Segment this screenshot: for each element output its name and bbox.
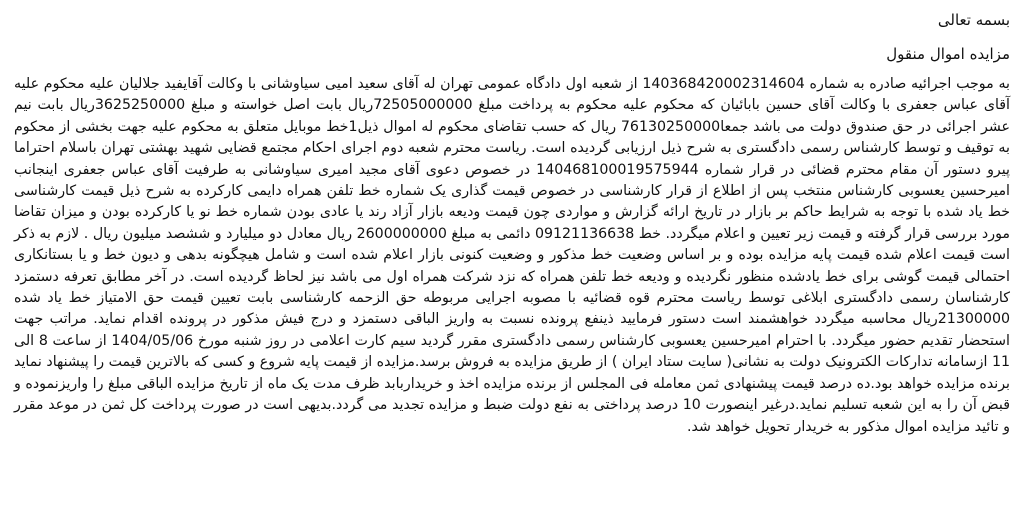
document-body-paragraph: به موجب اجرائیه صادره به شماره 140368420002314604 از شعبه اول دادگاه عمومی تهران له آقای سعید امیی سیاوشانی با وکالت آقایفید جلالیان علیه محکوم علیه آقای عباس جعفری با وکالت آقای حسین بابائیان که محکوم علیه محکوم به پرداخت مبلغ 72505000000ریال بابت اصل خواسته و مبلغ 3625250000ریال بابت نیم عشر اجرائی در حق صندوق دولت می باشد جمعا76130250000 ریال که حسب تقاضای محکوم له اموال ذیل1خط موبایل متعلق به محکوم علیه جهت بخشی از محکوم به توقیف و توسط کارشناس رسمی دادگستری به شرح ذیل ارزیابی گردیده است. ریاست محترم شعبه دوم اجرای احکام مجتمع قضایی شهید بهشتی تهران باسلام احتراما پیرو دستور آن مقام محترم قضائی در قرار شماره 140468100019575944 در خصوص دعوی آقای مجید امیری سیاوشانی به طرفیت آقای عباس جعفری اینجانب امیرحسین یعسوبی کارشناس منتخب پس از اطلاع از قرار کارشناسی در خصوص قیمت گذاری یک شماره خط تلفن همراه دایمی کارکرده به شرح ذیل قیمت کارشناسی خط یاد شده با توجه به شرایط حاکم بر بازار در تاریخ ارائه گزارش و مواردی چون قیمت ودیعه بازار آزاد رند یا عادی بودن شماره خط نو یا کارکرده بودن و میزان تقاضا مورد بررسی قرار گرفته و قیمت زیر تعیین و اعلام میگردد. خط 09121136638 دائمی به مبلغ 2600000000 ریال معادل دو میلیارد و ششصد میلیون ریال . لازم به ذکر است قیمت اعلام شده قیمت پایه مزایده بوده و بر اساس وضعیت خط مذکور و وضعیت کنونی بازار اعلام شده است و شامل هیچگونه بدهی و دیون خط و یا بستانکاری احتمالی قیمت گوشی برای خط یادشده منظور نگردیده و ودیعه خط تلفن همراه که نزد شرکت همراه اول می باشد نیز لحاظ گردیده است. در آخر مطابق تعرفه دستمزد کارشناسان رسمی دادگستری ابلاغی توسط ریاست محترم قوه قضائیه با مصوبه اجرایی مربوطه حق الزحمه کارشناسی بابت تعیین قیمت حق الامتیاز خط یاد شده 21300000ریال محاسبه میگردد خواهشمند است دستور فرمایید ذینفع پرونده نسبت به واریز الباقی دستمزد و درج فیش مذکور در پرونده اقدام نماید. مراتب جهت استحضار تقدیم حضور میگردد. با احترام امیرحسین یعسوبی کارشناس رسمی دادگستری مقرر گردید سیم کارت اعلامی در روز شنبه مورخ 1404/05/06 از ساعت 8 الی 11 ازسامانه تدارکات الکترونیک دولت به نشانی( سایت ستاد ایران ) از طریق مزایده به فروش برسد.مزایده از قیمت پایه شروع و کسی که بالاترین قیمت را پیشنهاد نماید برنده مزایده خواهد بود.ده درصد قیمت پیشنهادی ثمن معامله فی المجلس از برنده مزایده اخذ و خریداربابد ظرف مدت یک ماه از تاریخ مزایده الباقی مبلغ را واریزنموده و قبض آن را به این شعبه تسلیم نماید.درغیر اینصورت 10 درصد پرداختی به نفع دولت ضبط و مزایده تجدید می گردد.بدیهی است در صورت پرداخت کل ثمن در موعد مقرر و تائید مزایده اموال مذکور به خریدار تحویل خواهد شد.	[14, 76, 1011, 435]
document-title: مزایده اموال منقول	[886, 45, 1010, 63]
auction-notice-document	[14, 6, 1010, 521]
document-invocation: بسمه تعالی	[937, 11, 1010, 29]
